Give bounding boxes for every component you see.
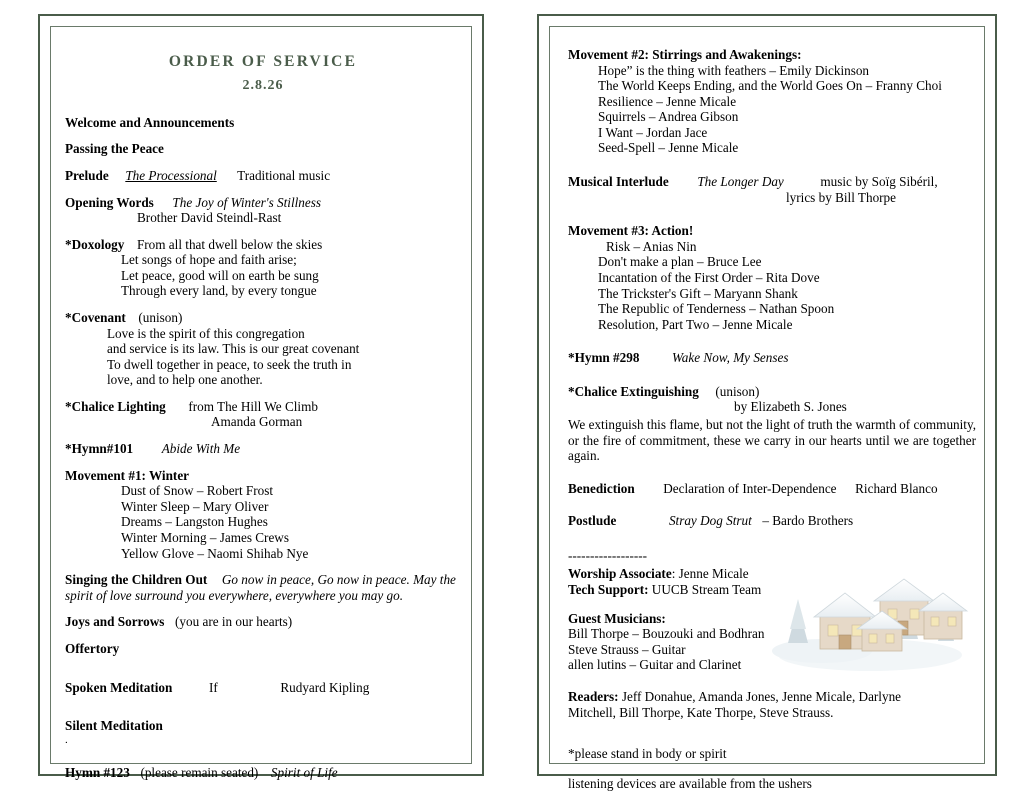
postlude-note: – Bardo Brothers [762, 513, 854, 529]
benediction-item [568, 481, 976, 497]
guest-musician-3: allen lutins – Guitar and Clarinet [568, 657, 742, 673]
service-item-label: Welcome and Announcements [65, 114, 235, 130]
service-item-spoken-meditation [65, 680, 461, 696]
service-item-note: from The Hill We Climb [188, 398, 318, 414]
service-item-label: *Covenant [65, 310, 126, 325]
tech-support-line [568, 582, 976, 598]
service-item-opening-words [65, 195, 461, 226]
movement2-line-3: Resilience – Jenne Micale [598, 93, 737, 109]
benediction-label: Benediction [568, 480, 635, 496]
service-date: 2.8.26 [242, 78, 284, 94]
guest-musicians-label: Guest Musicians: [568, 610, 666, 626]
postlude-item [568, 513, 976, 529]
service-item-label: Spoken Meditation [65, 680, 173, 696]
service-item-label: *Chalice Lighting [65, 398, 166, 414]
service-item-silent-meditation [65, 718, 461, 747]
doxology-line-4: Through every land, by every tongue [121, 283, 317, 299]
guest-musician-1: Bill Thorpe – Bouzouki and Bodhran [568, 626, 765, 642]
movement2-line-5: I Want – Jordan Jace [598, 124, 708, 140]
service-item-note: If [208, 680, 218, 696]
service-item-label: Opening Words [65, 194, 154, 210]
chalice-extinguishing-body: We extinguish this flame, but not the light of truth the warmth of community, or the fire of commitment, these we carry in our hearts until we are together again. [568, 416, 976, 464]
movement1-line-5: Yellow Glove – Naomi Shihab Nye [121, 545, 309, 561]
movement3-line-2: Don't make a plan – Bruce Lee [598, 254, 762, 270]
service-item-label: *Hymn#101 [65, 441, 134, 457]
movement3-line-4: The Trickster's Gift – Maryann Shank [598, 285, 798, 301]
left-page-inner-border [50, 26, 472, 780]
musical-interlude-label: Musical Interlude [568, 174, 669, 190]
service-item-hymn-123 [65, 765, 461, 781]
hymn-298-label: *Hymn #298 [568, 350, 640, 366]
movement3-line-6: Resolution, Part Two – Jenne Micale [598, 316, 793, 332]
chalice-extinguishing-section [568, 384, 976, 464]
musical-interlude-title: The Longer Day [697, 174, 784, 190]
readers-section [568, 689, 940, 720]
musical-interlude-credit-music: music by Soïg Sibéril, [820, 174, 938, 190]
service-item-label: Silent Meditation [65, 717, 163, 733]
service-item-note: . [65, 733, 68, 746]
right-page-content [568, 47, 976, 791]
service-item-attribution: Rudyard Kipling [280, 680, 370, 696]
hymn-298-item [568, 350, 976, 366]
benediction-attribution: Richard Blanco [855, 480, 938, 496]
doxology-line-3: Let peace, good will on earth be sung [121, 267, 319, 283]
service-item-note: (unison) [138, 310, 183, 325]
service-item-chalice-lighting [65, 399, 461, 430]
worship-associate-label: Worship Associate [568, 566, 672, 582]
movement2-line-4: Squirrels – Andrea Gibson [598, 109, 739, 125]
movement1-line-4: Winter Morning – James Crews [121, 529, 289, 545]
service-item-label: Singing the Children Out [65, 572, 208, 588]
service-item-label: Offertory [65, 640, 120, 656]
service-item-title: The Joy of Winter's Stillness [172, 194, 322, 210]
guest-musician-2: Steve Strauss – Guitar [568, 641, 686, 657]
order-of-service-left-page [38, 14, 484, 780]
worship-associate-line [568, 566, 976, 582]
service-item-passing-the-peace [65, 141, 461, 157]
hymn-298-title: Wake Now, My Senses [672, 350, 789, 366]
movement1-line-1: Dust of Snow – Robert Frost [121, 483, 274, 499]
movement-2-heading: Movement #2: Stirrings and Awakenings: [568, 47, 802, 62]
service-item-label: Prelude [65, 167, 109, 183]
musical-interlude-credit-lyrics: lyrics by Bill Thorpe [786, 189, 897, 205]
service-item-title: Abide With Me [161, 441, 241, 457]
guest-musicians-section [568, 611, 976, 673]
service-item-label: Passing the Peace [65, 141, 164, 157]
movement1-line-2: Winter Sleep – Mary Oliver [121, 498, 269, 514]
service-item-note: Traditional music [237, 167, 331, 183]
movement2-line-1: Hope” is the thing with feathers – Emily Dickinson [598, 62, 870, 78]
service-item-offertory [65, 641, 461, 657]
footnote-listening-devices: listening devices are available from the ushers [568, 775, 812, 791]
service-item-label: *Doxology [65, 236, 125, 252]
covenant-line-1: Love is the spirit of this congregation [107, 325, 305, 341]
movement3-line-3: Incantation of the First Order – Rita Dove [598, 269, 820, 285]
service-item-title: Spirit of Life [270, 764, 338, 780]
movement2-line-6: Seed-Spell – Jenne Micale [598, 140, 739, 156]
chalice-extinguishing-attribution: by Elizabeth S. Jones [734, 399, 847, 415]
tech-support-value: UUCB Stream Team [648, 582, 762, 598]
service-item-welcome [65, 115, 461, 131]
service-item-attribution: Amanda Gorman [211, 414, 303, 430]
service-item-label: Joys and Sorrows [65, 614, 165, 630]
movement1-line-3: Dreams – Langston Hughes [121, 514, 268, 530]
movement-3-heading: Movement #3: Action! [568, 223, 694, 239]
movement-3-section [568, 223, 976, 332]
covenant-line-2: and service is its law. This is our great covenant [107, 341, 360, 357]
service-item-movement-1 [65, 468, 461, 561]
movement3-line-5: The Republic of Tenderness – Nathan Spoon [598, 301, 835, 317]
service-item-doxology [65, 237, 461, 299]
service-item-title: The Processional [125, 167, 217, 183]
footnote-stand: *please stand in body or spirit [568, 746, 727, 762]
movement3-line-1: Risk – Anias Nin [606, 238, 697, 254]
readers-value: Jeff Donahue, Amanda Jones, Jenne Micale, Darlyne Mitchell, Bill Thorpe, Kate Thorpe, Steve Strauss. [568, 688, 902, 720]
page-title: ORDER OF SERVICE [168, 53, 358, 70]
singing-children-text: Go now in peace, Go now in peace. May the spirit of love surround you everywhere, everywhere you may go. [65, 572, 456, 603]
tech-support-label: Tech Support: [568, 582, 649, 598]
service-item-attribution: Brother David Steindl-Rast [137, 210, 282, 226]
postlude-title: Stray Dog Strut [668, 513, 752, 529]
covenant-line-4: love, and to help one another. [107, 372, 263, 388]
doxology-line-2: Let songs of hope and faith arise; [121, 252, 297, 268]
benediction-note: Declaration of Inter-Dependence [663, 480, 837, 496]
service-item-note: (please remain seated) [140, 764, 259, 780]
doxology-line-1: From all that dwell below the skies [136, 236, 323, 252]
readers-label: Readers: [568, 688, 619, 704]
movement-2-section [568, 47, 976, 156]
covenant-line-3: To dwell together in peace, to seek the truth in [107, 356, 352, 372]
movement2-line-2: The World Keeps Ending, and the World Goes On – Franny Choi [598, 78, 942, 94]
worship-associate-value: : Jenne Micale [671, 566, 749, 582]
order-of-service-right-page [537, 14, 997, 791]
chalice-extinguishing-note: (unison) [715, 383, 760, 399]
left-page-content [65, 39, 461, 780]
postlude-label: Postlude [568, 513, 617, 529]
service-item-prelude [65, 168, 461, 184]
service-item-label: Movement #1: Winter [65, 467, 190, 483]
service-item-hymn-101 [65, 441, 461, 457]
section-divider: ------------------ [568, 547, 648, 563]
service-item-label: Hymn #123 [65, 764, 130, 780]
chalice-extinguishing-label: *Chalice Extinguishing [568, 383, 699, 399]
service-item-joys-and-sorrows [65, 614, 461, 630]
musical-interlude-section [568, 174, 976, 205]
service-item-covenant [65, 310, 461, 388]
right-page-inner-border [549, 26, 985, 791]
service-item-note: (you are in our hearts) [175, 614, 293, 630]
service-item-singing-children-out [65, 572, 461, 603]
